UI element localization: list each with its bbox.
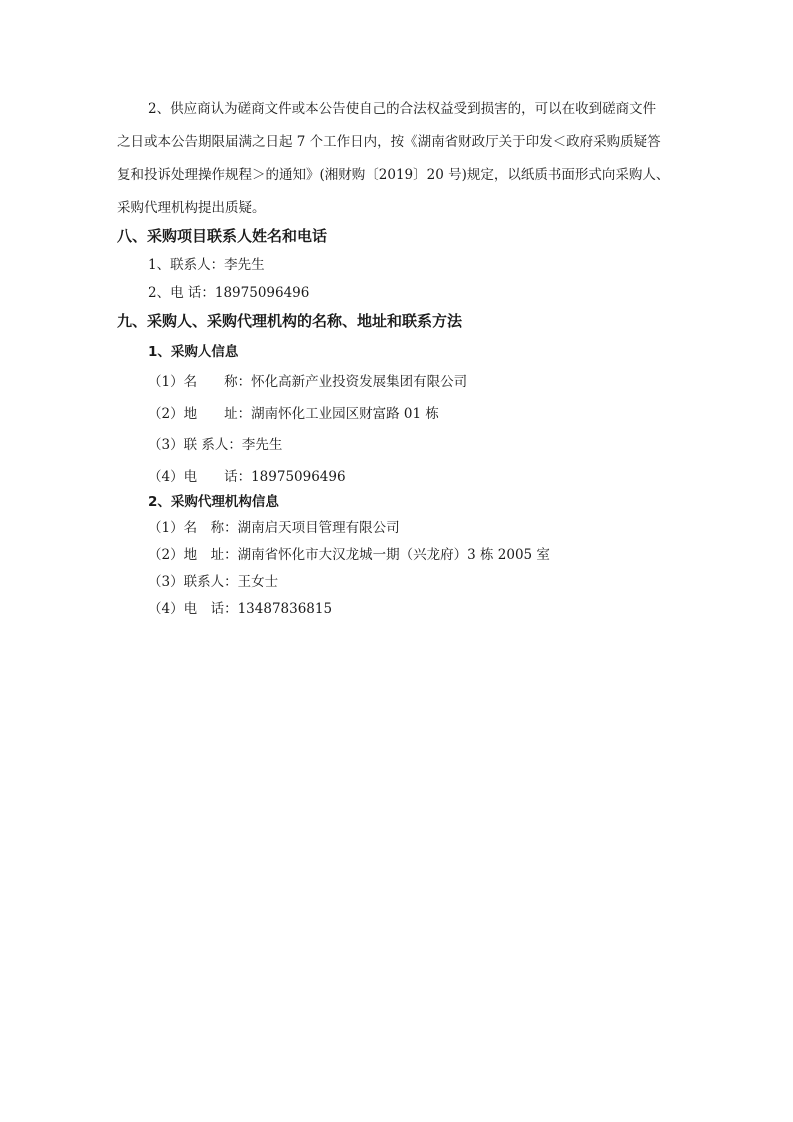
objection-paragraph-line-3: 复和投诉处理操作规程＞的通知》(湘财购〔2019〕20 号)规定，以纸质书面形式向采购人、: [117, 167, 670, 183]
purchaser-phone: （4）电 话：18975096496: [148, 469, 346, 485]
purchaser-name: （1）名 称：怀化高新产业投资发展集团有限公司: [148, 374, 468, 390]
objection-paragraph-line-1: 2、供应商认为磋商文件或本公告使自己的合法权益受到损害的，可以在收到磋商文件: [148, 101, 657, 117]
section-8-contact: 1、联系人：李先生: [148, 257, 265, 273]
purchaser-contact: （3）联 系人：李先生: [148, 437, 283, 453]
agency-contact: （3）联系人：王女士: [148, 574, 279, 590]
agency-name: （1）名 称：湖南启天项目管理有限公司: [148, 520, 400, 536]
agency-address: （2）地 址：湖南省怀化市大汉龙城一期（兴龙府）3 栋 2005 室: [148, 547, 550, 563]
section-9-title: 九、采购人、采购代理机构的名称、地址和联系方法: [117, 312, 463, 330]
section-8-title: 八、采购项目联系人姓名和电话: [117, 227, 328, 245]
purchaser-address: （2）地 址：湖南怀化工业园区财富路 01 栋: [148, 406, 439, 422]
objection-paragraph-line-4: 采购代理机构提出质疑。: [117, 200, 266, 216]
purchaser-info-heading: 1、采购人信息: [148, 344, 239, 360]
agency-phone: （4）电 话：13487836815: [148, 601, 333, 617]
objection-paragraph-line-2: 之日或本公告期限届满之日起 7 个工作日内，按《湖南省财政厅关于印发＜政府采购质疑答: [117, 134, 661, 150]
section-8-phone: 2、电 话：18975096496: [148, 285, 310, 301]
agency-info-heading: 2、采购代理机构信息: [148, 494, 279, 510]
